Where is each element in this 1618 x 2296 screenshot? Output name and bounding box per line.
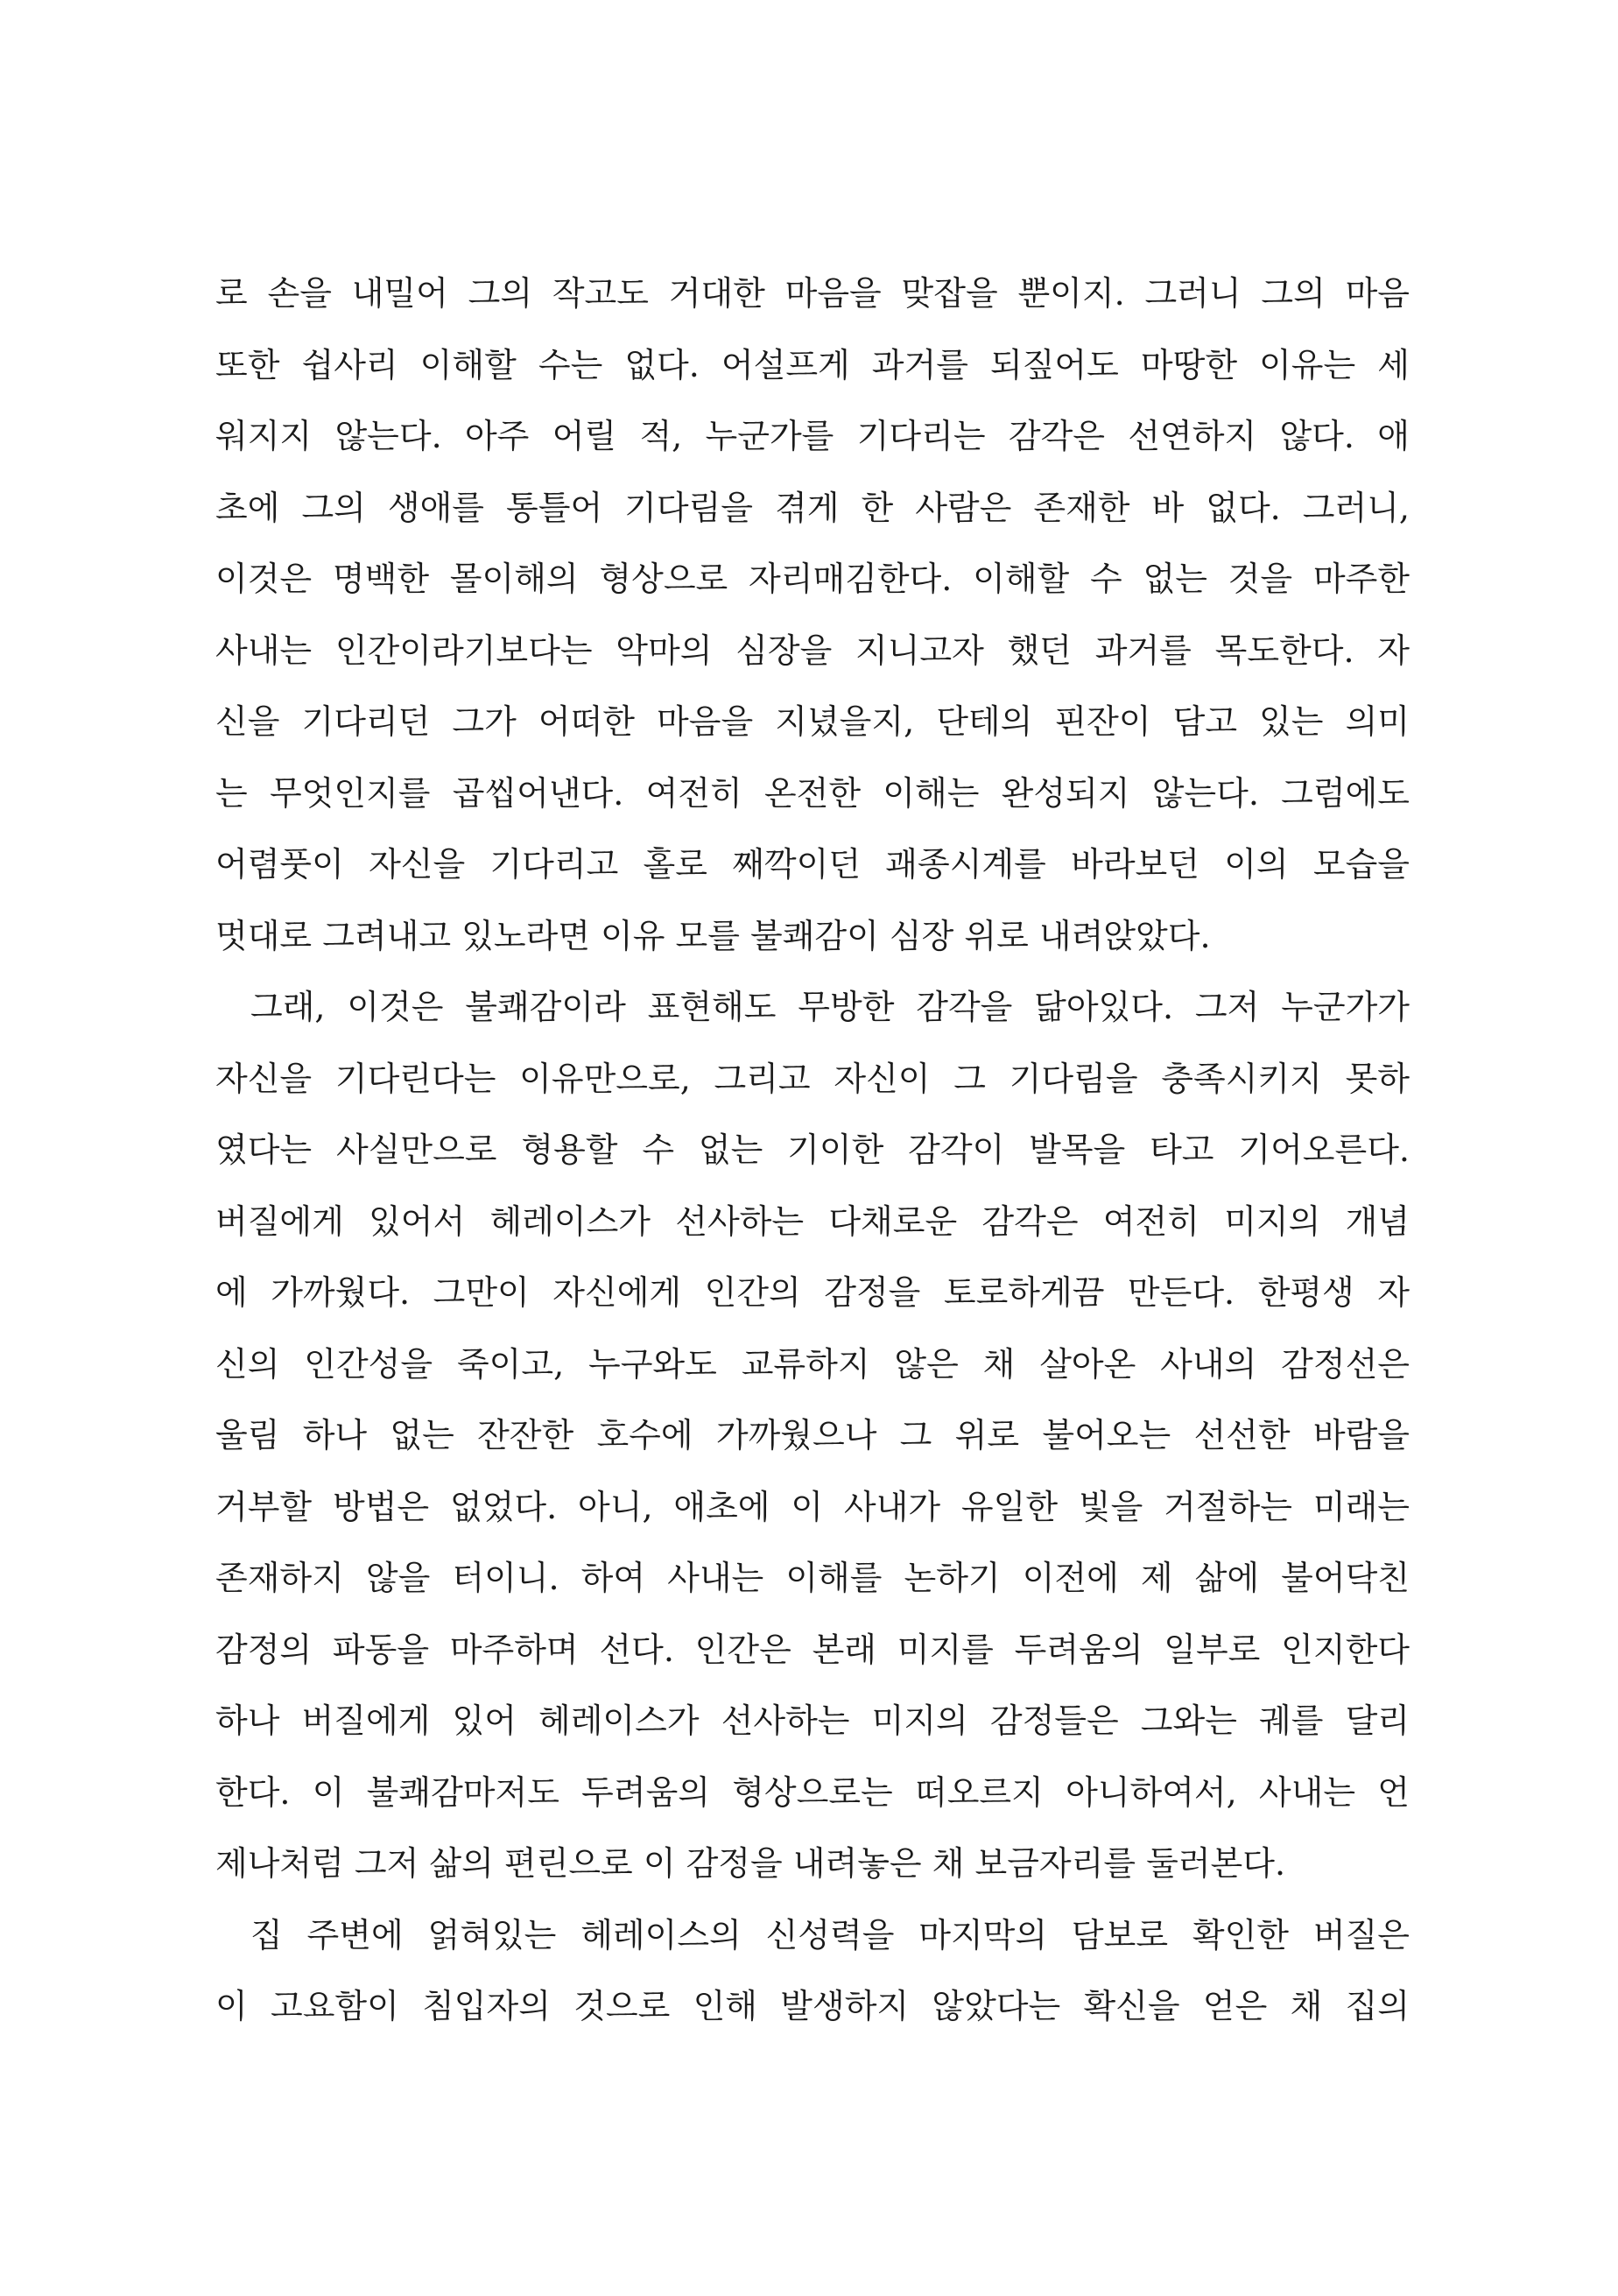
paragraph-2-line-2: 자신을 기다린다는 이유만으로, 그리고 자신이 그 기다림을 충족시키지 못하 <box>215 1059 1410 1098</box>
paragraph-1-line-6: 사내는 인간이라기보다는 악마의 심장을 지니고자 했던 과거를 목도한다. 자 <box>215 630 1410 670</box>
paragraph-3-line-1: 집 주변에 얽혀있는 헤레이스의 신성력을 마지막의 담보로 확인한 버질은 <box>250 1915 1410 1954</box>
paragraph-1-line-1: 로 손을 내밀어 그의 작고도 거대한 마음을 맞잡을 뿐이지. 그러니 그의 마음 <box>215 274 1410 313</box>
paragraph-2-line-12: 한다. 이 불쾌감마저도 두려움의 형상으로는 떠오르지 아니하여서, 사내는 언 <box>215 1772 1410 1812</box>
paragraph-2-line-11: 하나 버질에게 있어 헤레이스가 선사하는 미지의 감정들은 그와는 궤를 달리 <box>215 1701 1410 1740</box>
body-text <box>215 258 1410 2043</box>
paragraph-2-line-5: 에 가까웠다. 그만이 자신에게 인간의 감정을 토로하게끔 만든다. 한평생 자 <box>215 1273 1410 1312</box>
paragraph-1-line-4: 초에 그의 생애를 통틀어 기다림을 겪게 한 사람은 존재한 바 없다. 그러니, <box>215 488 1410 527</box>
paragraph-2-line-8: 거부할 방법은 없었다. 아니, 애초에 이 사내가 유일한 빛을 거절하는 미래는 <box>215 1487 1410 1526</box>
paragraph-1-line-8: 는 무엇인지를 곱씹어낸다. 여전히 온전한 이해는 완성되지 않는다. 그럼에도 <box>215 773 1410 813</box>
paragraph-1-line-7: 신을 기다리던 그가 어떠한 마음을 지녔을지, 단테의 핀잔이 담고 있는 의미 <box>215 702 1410 741</box>
paragraph-2-line-7: 울림 하나 없는 잔잔한 호수에 가까웠으나 그 위로 불어오는 선선한 바람을 <box>215 1416 1410 1454</box>
paragraph-2-line-10: 감정의 파동을 마주하며 선다. 인간은 본래 미지를 두려움의 일부로 인지한다 <box>215 1630 1410 1669</box>
paragraph-2-line-9: 존재하지 않을 터이니. 하여 사내는 이해를 논하기 이전에 제 삶에 불어닥친 <box>215 1559 1410 1597</box>
paragraph-2-line-13: 제나처럼 그저 삶의 편린으로 이 감정을 내려놓은 채 보금자리를 둘러본다. <box>215 1844 1286 1883</box>
paragraph-1-line-5: 이것은 명백한 몰이해의 형상으로 자리매김한다. 이해할 수 없는 것을 마주한 <box>215 560 1410 598</box>
paragraph-1-line-3: 워지지 않는다. 아주 어릴 적, 누군가를 기다리는 감각은 선연하지 않다. 애 <box>215 417 1410 455</box>
paragraph-2-line-4: 버질에게 있어서 헤레이스가 선사하는 다채로운 감각은 여전히 미지의 개념 <box>215 1201 1410 1241</box>
paragraph-2-line-3: 였다는 사실만으로 형용할 수 없는 기이한 감각이 발목을 타고 기어오른다. <box>215 1130 1410 1169</box>
paragraph-1-line-2: 또한 쉽사리 이해할 수는 없다. 어설프게 과거를 되짚어도 마땅한 이유는 세 <box>215 345 1410 384</box>
paragraph-1-line-10: 멋대로 그려내고 있노라면 이유 모를 불쾌감이 심장 위로 내려앉았다. <box>215 916 1211 955</box>
paragraph-1-line-9: 어렴풋이 자신을 기다리고 홀로 째깍이던 괘종시계를 바라보던 이의 모습을 <box>215 845 1410 884</box>
paragraph-3-line-2: 이 고요함이 침입자의 것으로 인해 발생하지 않았다는 확신을 얻은 채 집의 <box>215 1987 1410 2025</box>
paragraph-2-line-6: 신의 인간성을 죽이고, 누구와도 교류하지 않은 채 살아온 사내의 감정선은 <box>215 1344 1410 1384</box>
paragraph-2-line-1: 그래, 이것은 불쾌감이라 표현해도 무방한 감각을 닮아있다. 그저 누군가가 <box>250 988 1410 1026</box>
